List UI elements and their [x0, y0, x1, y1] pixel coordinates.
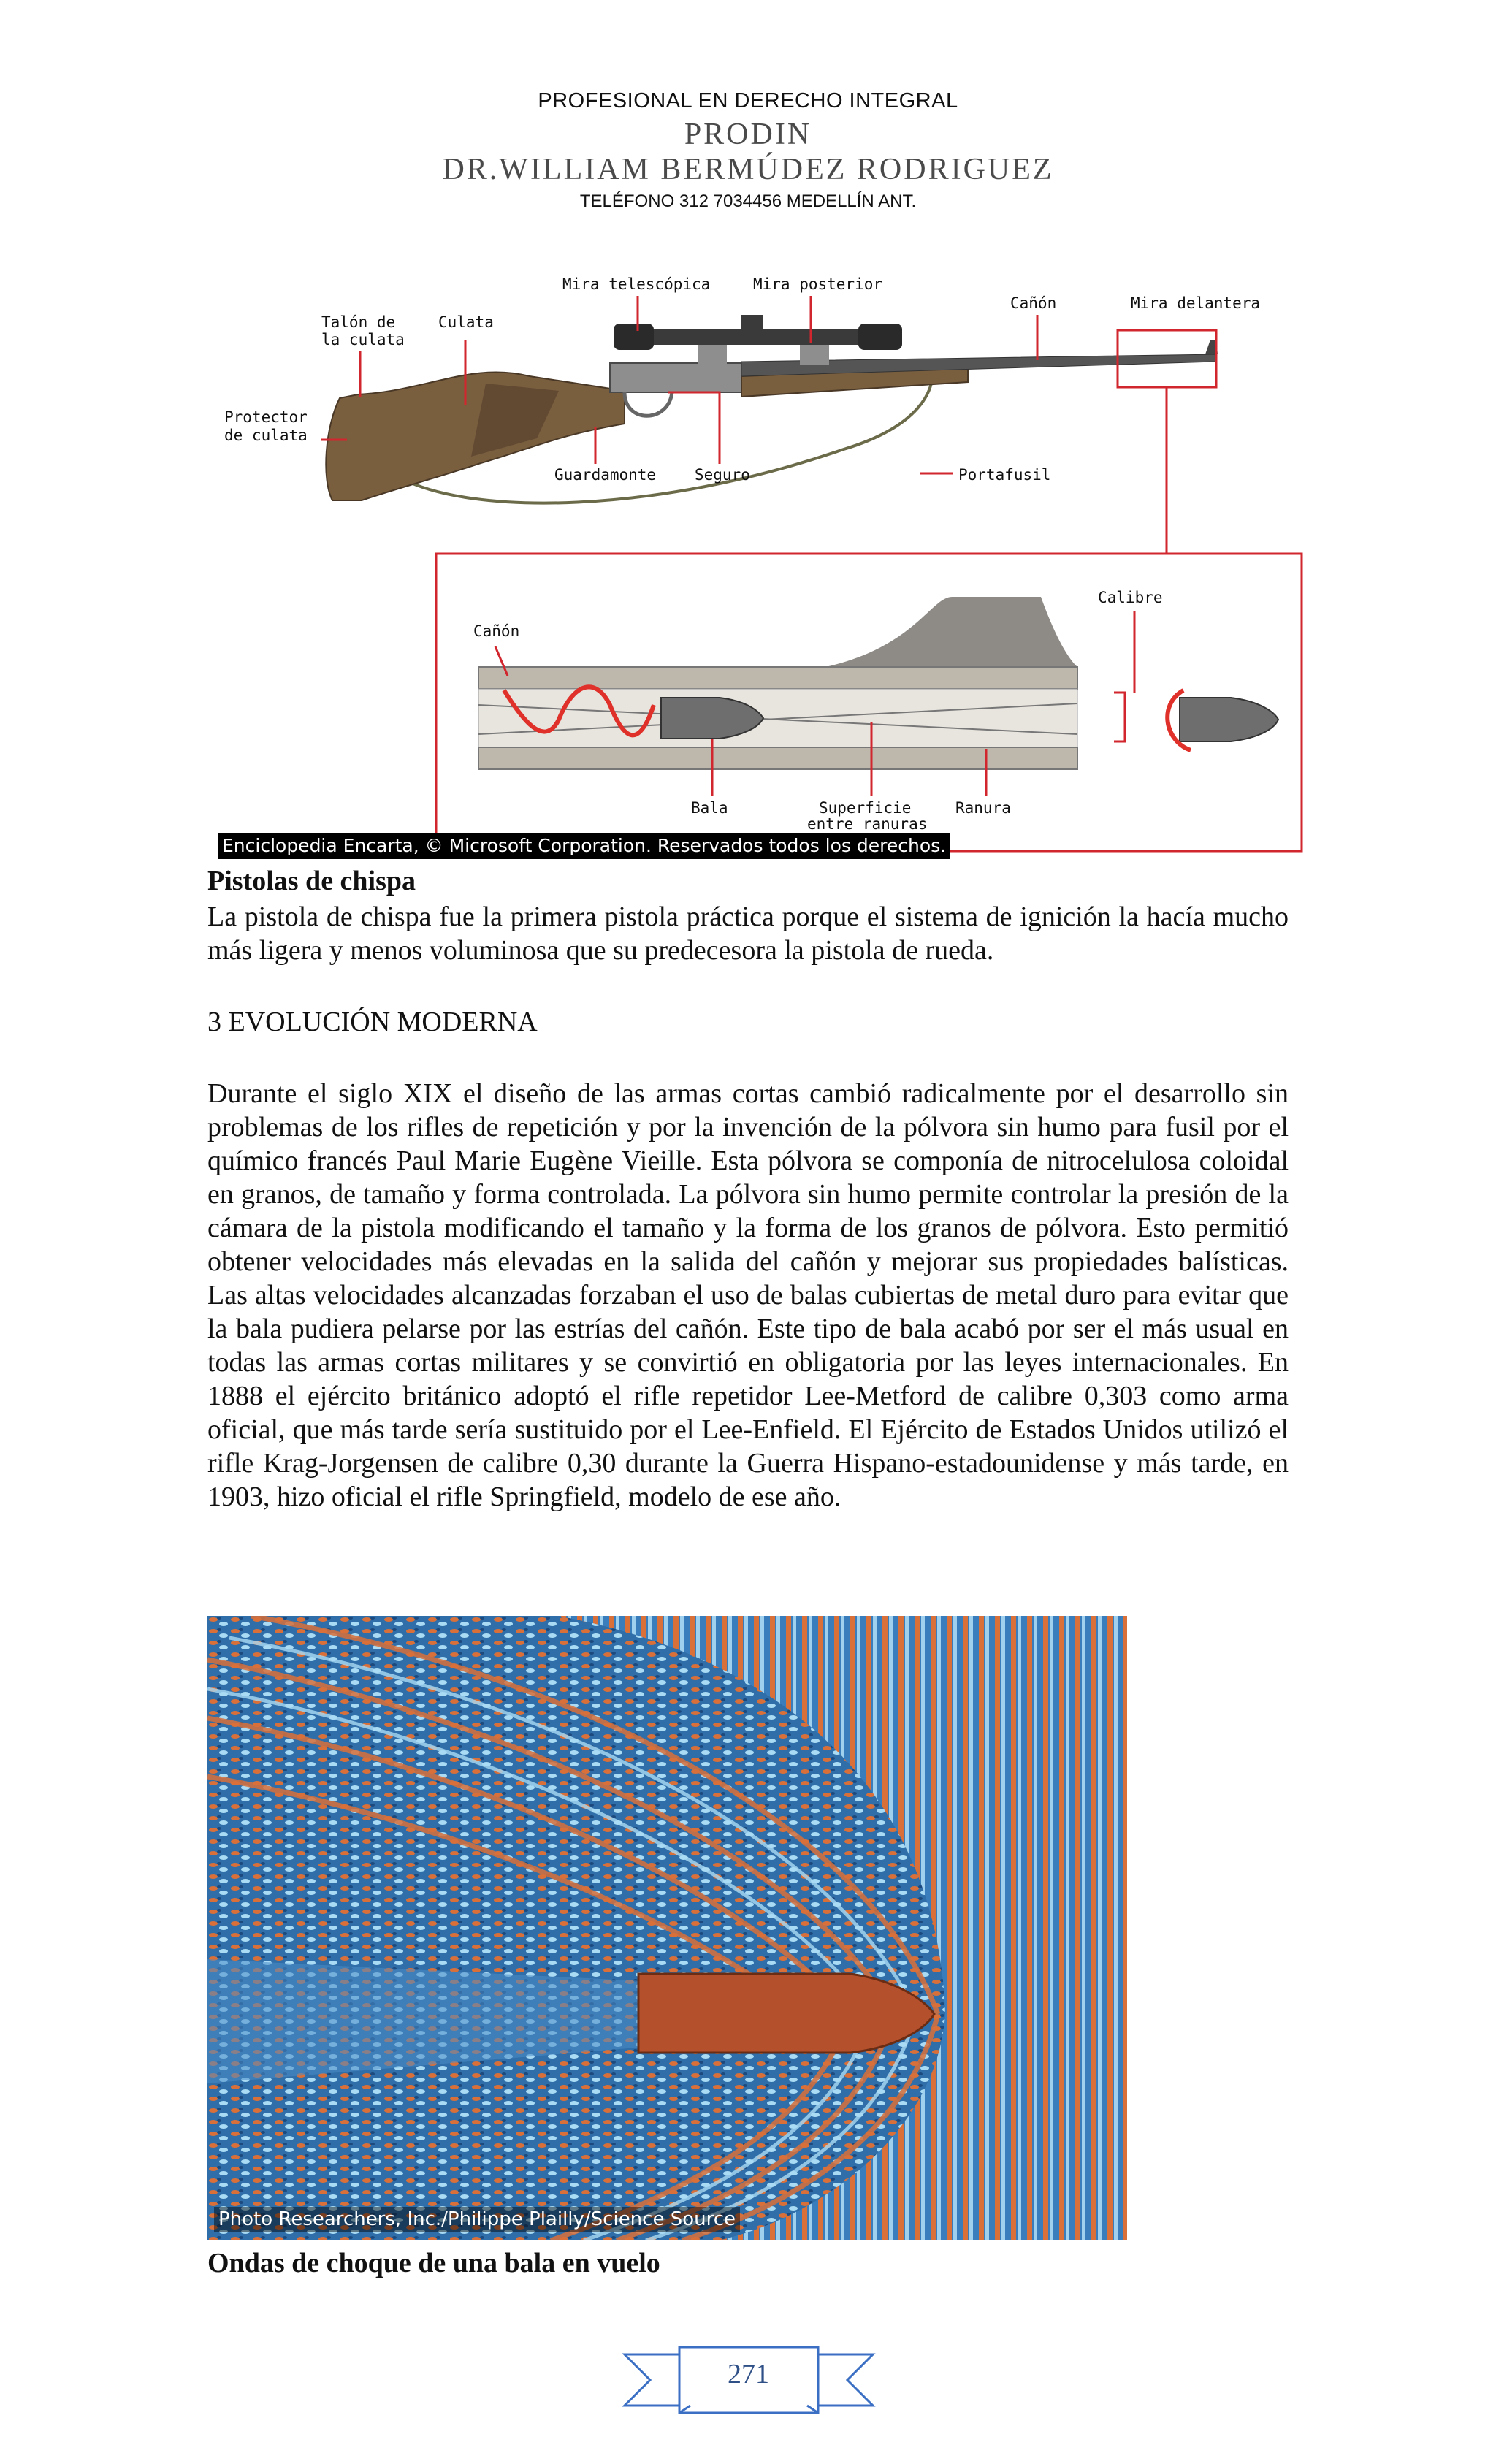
label-seguro: Seguro: [695, 466, 750, 484]
section1-paragraph: La pistola de chispa fue la primera pistola práctica porque el sistema de ignición la hacía mucho más ligera y menos voluminosa que su predecesora la pistola de rueda.: [207, 901, 1289, 966]
calibre-bracket: [1114, 693, 1125, 741]
section-caption-pistolas: Pistolas de chispa: [207, 866, 416, 896]
figure2-caption: Ondas de choque de una bala en vuelo: [207, 2248, 660, 2278]
label-ranura: Ranura: [955, 799, 1011, 817]
label-mira-telescopica: Mira telescópica: [562, 275, 711, 293]
shockwave-photo: [207, 1616, 1127, 2240]
section-heading-evolucion: 3 EVOLUCIÓN MODERNA: [207, 1007, 538, 1037]
barrel-wall-top: [478, 667, 1077, 689]
header-phone: TELÉFONO 312 7034456 MEDELLÍN ANT.: [579, 191, 917, 211]
scope-mount-1: [698, 345, 727, 365]
trigger-guard: [625, 392, 672, 416]
scope-eyepiece: [858, 324, 902, 350]
barrel-muzzle-crown: [825, 597, 1077, 667]
label-talon-1: Talón de: [321, 313, 396, 331]
rifle-action: [610, 363, 756, 392]
header-brand: PRODIN: [684, 118, 812, 151]
scope-mount-2: [800, 345, 829, 365]
section2-paragraph: Durante el siglo XIX el diseño de las armas cortas cambió radicalmente por el desarrollo sin problemas de los rifles de repetición y por la invención de la pólvora sin humo para fusil por el químico francés Paul Marie Eugène Vieille. Esta pólvora se componía de nitrocelulosa coloidal en granos, de tamaño y forma controlada. La pólvora sin humo permite controlar la presión de la cámara de la pistola modificando el tamaño y la forma de los granos de pólvora. Esto permitió obtener velocidades más elevadas en la salida del cañón y mejorar sus propiedades balísticas. Las altas velocidades alcanzadas forzaban el uso de balas cubiertas de metal duro para evitar que la bala pudiera pelarse por las estrías del cañón. Este tipo de bala acabó por ser el más usual en todas las armas cortas militares y se convirtió en obligatoria por las leyes internacionales. En 1888 el ejército británico adoptó el rifle repetidor Lee-Metford de calibre 0,303 como arma oficial, que más tarde sería sustituido por el Lee-Enfield. El Ejército de Estados Unidos utilizó el rifle Krag-Jorgensen de calibre 0,30 durante la Guerra Hispano-estadounidense y más tarde, en 1903, hizo oficial el rifle Springfield, modelo de ese año.: [207, 1078, 1289, 1512]
label-mira-delantera: Mira delantera: [1131, 294, 1261, 312]
bullet-detached: [1180, 698, 1278, 741]
label-canon-detail: Cañón: [473, 622, 520, 640]
scope-objective: [614, 324, 654, 350]
label-guardamonte: Guardamonte: [554, 466, 657, 484]
label-bala: Bala: [691, 799, 728, 817]
scope-turret: [741, 315, 763, 337]
label-protector-2: de culata: [224, 427, 308, 444]
header-author: DR.WILLIAM BERMÚDEZ RODRIGUEZ: [442, 153, 1054, 186]
shockwave-illustration: [207, 1616, 1127, 2240]
figure1-credit: Enciclopedia Encarta, © Microsoft Corporation. Reservados todos los derechos.: [218, 833, 950, 859]
rifle-diagram: [215, 267, 1308, 860]
page-number: 271: [728, 2359, 769, 2389]
label-canon: Cañón: [1010, 294, 1057, 312]
label-culata: Culata: [438, 313, 494, 331]
barrel-wall-bottom: [478, 747, 1077, 769]
header-firm-line: PROFESIONAL EN DERECHO INTEGRAL: [538, 89, 958, 112]
label-mira-posterior: Mira posterior: [753, 275, 883, 293]
label-talon-2: la culata: [321, 331, 405, 348]
label-superficie-1: Superficie: [819, 799, 912, 817]
figure2-credit: Photo Researchers, Inc./Philippe Plailly/Science Source: [214, 2207, 740, 2232]
label-protector-1: Protector: [224, 408, 308, 426]
label-superficie-2: entre ranuras: [807, 815, 928, 833]
label-portafusil: Portafusil: [958, 466, 1051, 484]
bullet-in-flight: [638, 1974, 934, 2053]
label-calibre: Calibre: [1098, 589, 1163, 606]
